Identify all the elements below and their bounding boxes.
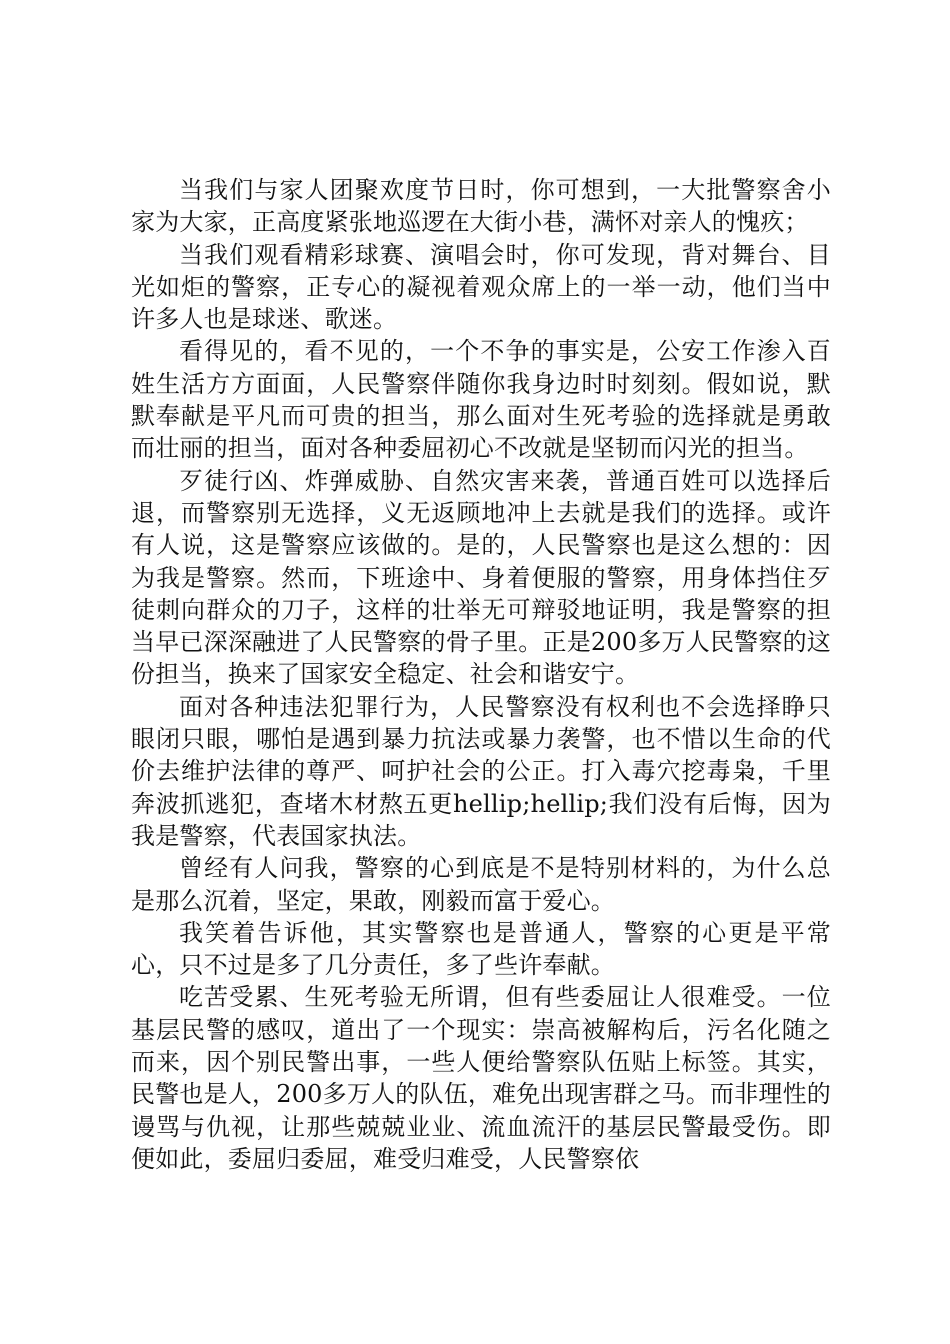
paragraph-7: 我笑着告诉他，其实警察也是普通人，警察的心更是平常心，只不过是多了几分责任，多了些许奉献。 — [131, 918, 831, 980]
paragraph-2: 当我们观看精彩球赛、演唱会时，你可发现，背对舞台、目光如炬的警察，正专心的凝视着观众席上的一举一动，他们当中许多人也是球迷、歌迷。 — [131, 240, 831, 334]
paragraph-6: 曾经有人问我，警察的心到底是不是特别材料的，为什么总是那么沉着，坚定，果敢，刚毅而富于爱心。 — [131, 854, 831, 915]
document-body — [131, 174, 831, 1175]
paragraph-3: 看得见的，看不见的，一个不争的事实是，公安工作渗入百姓生活方方面面，人民警察伴随你我身边时时刻刻。假如说，默默奉献是平凡而可贵的担当，那么面对生死考验的选择就是勇敢而壮丽的担当，面对各种委屈初心不改就是坚韧而闪光的担当。 — [131, 337, 831, 463]
paragraph-1: 当我们与家人团聚欢度节日时，你可想到，一大批警察舍小家为大家，正高度紧张地巡逻在大街小巷，满怀对亲人的愧疚； — [131, 176, 831, 237]
paragraph-8: 吃苦受累、生死考验无所谓，但有些委屈让人很难受。一位基层民警的感叹，道出了一个现实：崇高被解构后，污名化随之而来，因个别民警出事，一些人便给警察队伍贴上标签。其实，民警也是人，200多万人的队伍，难免出现害群之马。而非理性的谩骂与仇视，让那些兢兢业业、流血流汗的基层民警最受伤。即便如此，委屈归委屈，难受归难受，人民警察依 — [131, 983, 831, 1173]
paragraph-4: 歹徒行凶、炸弹威胁、自然灾害来袭，普通百姓可以选择后退，而警察别无选择，义无返顾地冲上去就是我们的选择。或许有人说，这是警察应该做的。是的，人民警察也是这么想的：因为我是警察。然而，下班途中、身着便服的警察，用身体挡住歹徒刺向群众的刀子，这样的壮举无可辩驳地证明，我是警察的担当早已深深融进了人民警察的骨子里。正是200多万人民警察的这份担当，换来了国家安全稳定、社会和谐安宁。 — [131, 466, 831, 689]
paragraph-5: 面对各种违法犯罪行为，人民警察没有权利也不会选择睁只眼闭只眼，哪怕是遇到暴力抗法或暴力袭警，也不惜以生命的代价去维护法律的尊严、呵护社会的公正。打入毒穴挖毒枭，千里奔波抓逃犯，查堵木材熬五更hellip;hellip;我们没有后悔，因为我是警察，代表国家执法。 — [131, 692, 831, 850]
